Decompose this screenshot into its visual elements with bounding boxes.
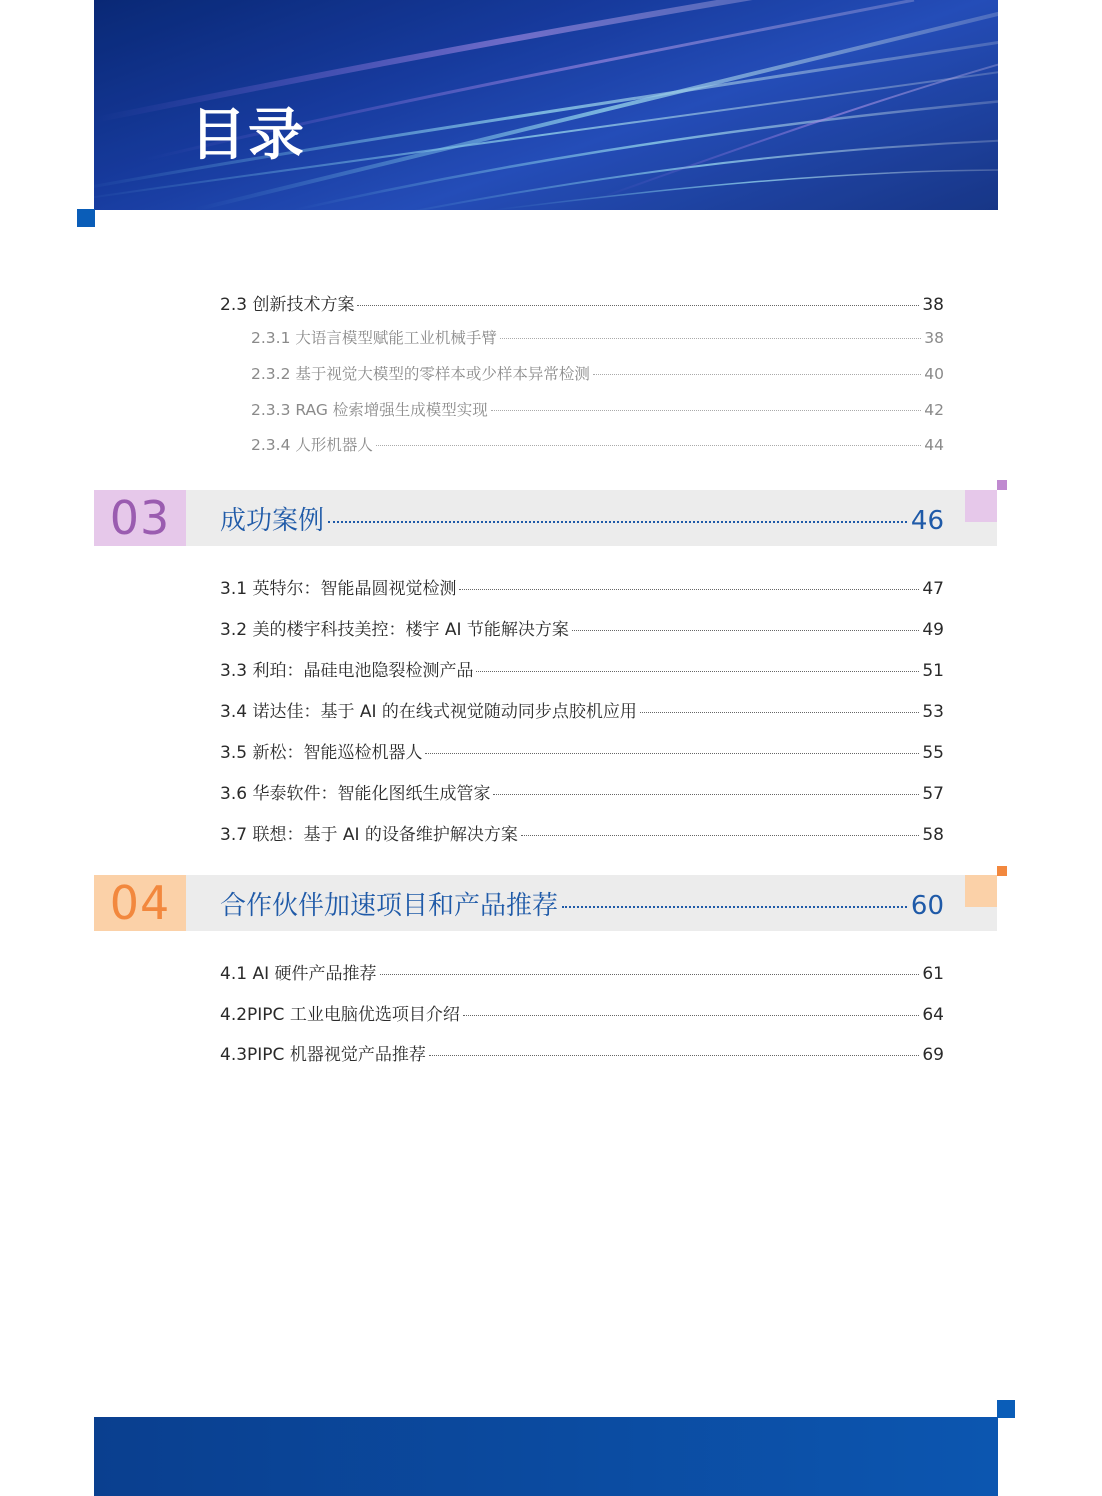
toc-entry-label: 3.3 利珀：晶硅电池隐裂检测产品 [220,661,474,681]
toc-entry[interactable] [220,779,944,803]
toc-entry-label: 3.7 联想：基于 AI 的设备维护解决方案 [220,825,518,845]
toc-entry-label: 3.6 华泰软件：智能化图纸生成管家 [220,784,491,804]
decor-square [997,866,1007,876]
toc-entry-page: 40 [924,365,944,383]
decor-square [997,1400,1015,1418]
dot-leader [357,305,919,306]
dot-leader [562,906,907,908]
toc-entry-label: 4.1 AI 硬件产品推荐 [220,964,377,984]
toc-entry-page: 38 [922,295,944,315]
dot-leader [593,374,921,375]
section-number: 03 [94,490,186,546]
dot-leader [493,794,919,795]
footer-bar [94,1417,998,1496]
toc-entry[interactable] [220,1040,944,1064]
toc-entry-label: 2.3.4 人形机器人 [251,436,373,454]
toc-entry[interactable] [220,959,944,983]
dot-leader [521,835,919,836]
toc-entry-label: 4.2PIPC 工业电脑优选项目介绍 [220,1004,460,1025]
section-title: 合作伙伴加速项目和产品推荐 [220,891,559,921]
page-title: 目录 [190,103,306,168]
toc-entry-page: 42 [924,401,944,419]
dot-leader [640,712,919,713]
toc-entry[interactable] [220,697,944,721]
toc-entry-label: 2.3 创新技术方案 [220,295,355,315]
toc-entry-page: 64 [922,1004,944,1025]
toc-entry-page: 38 [924,329,944,347]
toc-entry-page: 61 [922,964,944,984]
section-number: 04 [94,875,186,931]
dot-leader [572,630,919,631]
toc-entry-label: 2.3.1 大语言模型赋能工业机械手臂 [251,329,497,347]
section-title: 成功案例 [220,506,325,536]
toc-entry-label: 4.3PIPC 机器视觉产品推荐 [220,1045,426,1065]
toc-entry[interactable] [220,738,944,762]
dot-leader [500,338,921,339]
toc-entry[interactable] [251,362,944,386]
dot-leader [491,410,921,411]
toc-entry-label: 3.2 美的楼宇科技美控：楼宇 AI 节能解决方案 [220,620,569,640]
section-title-row [220,885,944,925]
toc-entry[interactable] [220,1000,944,1024]
toc-entry[interactable] [220,615,944,639]
section-header-03[interactable] [94,490,997,546]
toc-entry-page: 44 [924,436,944,454]
dot-leader [328,521,907,523]
section-page: 60 [910,891,944,921]
section-accent [965,490,997,522]
section-page: 46 [910,506,944,536]
section-title-row [220,500,944,540]
toc-entry-page: 49 [922,620,944,640]
toc-entry-label: 3.5 新松：智能巡检机器人 [220,743,423,763]
toc-entry[interactable] [251,398,944,422]
toc-entry-page: 53 [922,702,944,722]
dot-leader [376,445,921,446]
toc-entry-label: 2.3.2 基于视觉大模型的零样本或少样本异常检测 [251,365,590,383]
header-banner [94,0,998,210]
toc-entry[interactable] [251,326,944,350]
toc-entry[interactable] [251,433,944,457]
section-accent [965,875,997,907]
toc-entry-label: 2.3.3 RAG 检索增强生成模型实现 [251,401,488,419]
toc-entry-page: 51 [922,661,944,681]
toc-entry-page: 47 [922,579,944,599]
decor-square [77,209,95,227]
decor-square [997,480,1007,490]
toc-entry[interactable] [220,820,944,844]
toc-entry[interactable] [220,574,944,598]
dot-leader [380,974,920,975]
toc-entry[interactable] [220,290,944,314]
dot-leader [476,671,919,672]
section-header-04[interactable] [94,875,997,931]
dot-leader [429,1055,920,1056]
dot-leader [459,589,919,590]
toc-entry-page: 55 [922,743,944,763]
toc-entry-label: 3.1 英特尔：智能晶圆视觉检测 [220,579,457,599]
dot-leader [425,753,919,754]
toc-entry-page: 58 [922,825,944,845]
toc-entry-label: 3.4 诺达佳：基于 AI 的在线式视觉随动同步点胶机应用 [220,702,637,722]
toc-entry-page: 57 [922,784,944,804]
toc-entry-page: 69 [922,1045,944,1065]
toc-entry[interactable] [220,656,944,680]
dot-leader [463,1015,920,1016]
